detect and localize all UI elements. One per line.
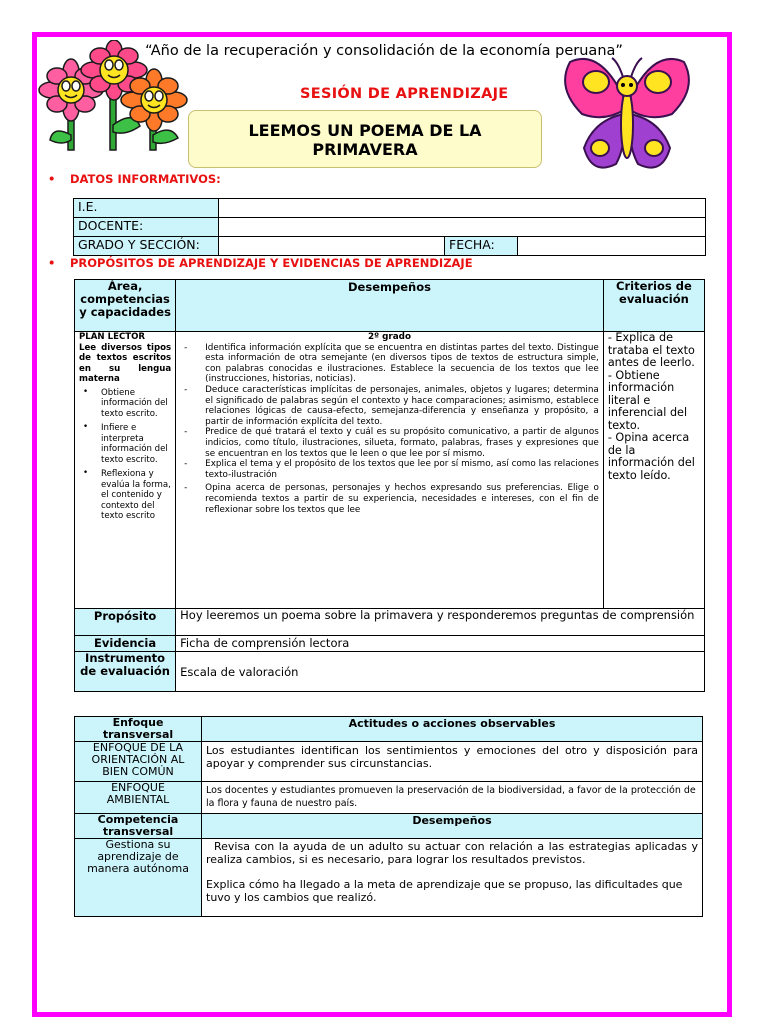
grado-label: GRADO Y SECCIÓN: (74, 237, 219, 256)
criterio-item: - Obtiene información literal e inferencial del texto. (607, 368, 688, 432)
title-line-1: LEEMOS UN POEMA DE LA (248, 121, 482, 140)
criterio-item: - Explica de trataba el texto antes de leerlo. (607, 331, 695, 369)
enfoque-actitud: Los docentes y estudiantes promueven la preservación de la biodiversidad, a favor de la protección de la flora y fauna de nuestro país. (202, 782, 703, 814)
flowers-illustration (38, 40, 200, 158)
evidencia-value: Ficha de comprensión lectora (176, 636, 705, 652)
capacidades-list (79, 388, 171, 522)
desempenos-list (180, 343, 599, 516)
desempeno-item: - Identifica información explícita que se encuentra en distintas partes del texto. Distingue esta información de otra semejante (en diversos tipos de textos de estructura simple, con palabras conocidas e ilustraciones. Establece la secuencia de los textos que lee (instrucciones, historias, noticias). (180, 343, 599, 385)
criterios-cell (603, 332, 704, 609)
section-datos-heading: • DATOS INFORMATIVOS: (48, 172, 221, 186)
col-actitudes-header: Actitudes o acciones observables (202, 717, 703, 742)
competencia-transversal: Gestiona su aprendizaje de manera autónoma (75, 839, 202, 917)
butterfly-illustration (560, 48, 694, 182)
desempeno-item: - Predice de qué tratará el texto y cuál es su propósito comunicativo, a partir de algunos indicios, como título, ilustraciones, silueta, formato, palabras, frases y expresiones que se encuentran en los textos que le leen o que lee por sí mismo. (180, 427, 599, 459)
competencia-desempeno-2: Explica cómo ha llegado a la meta de aprendizaje que se propuso, las dificultades que tuvo y los cambios que realizó. (206, 878, 683, 904)
fecha-value[interactable] (518, 237, 706, 256)
enfoque-name: ENFOQUE AMBIENTAL (75, 782, 202, 814)
motto: “Año de la recuperación y consolidación de la economía peruana” (145, 43, 623, 59)
session-title (188, 110, 542, 168)
capacidad-item: • Infiere e interpreta información del texto escrito. (79, 423, 171, 465)
proposito-label: Propósito (75, 609, 176, 636)
section-propositos-label: PROPÓSITOS DE APRENDIZAJE Y EVIDENCIAS DE APRENDIZAJE (70, 256, 473, 270)
ie-value[interactable] (219, 199, 706, 218)
section-propositos-heading: • PROPÓSITOS DE APRENDIZAJE Y EVIDENCIAS DE APRENDIZAJE (48, 256, 473, 270)
grado-title: 2º grado (367, 332, 412, 342)
docente-value[interactable] (219, 218, 706, 237)
datos-table (73, 198, 706, 256)
capacidad-item: • Obtiene información del texto escrito. (79, 388, 171, 420)
desempeno-item: - Opina acerca de personas, personajes y hechos expresando sus preferencias. Elige o recomienda textos a partir de su experiencia, necesidades e intereses, con el fin de reflexionar sobre los textos que lee (180, 483, 599, 515)
propositos-table (74, 279, 705, 692)
competencia-text: Lee diversos tipos de textos escritos en su lengua materna (79, 342, 172, 384)
proposito-value: Hoy leeremos un poema sobre la primavera y responderemos preguntas de comprensión (176, 609, 705, 636)
col-competencia-header: Competencia transversal (75, 814, 202, 839)
col-area-header: Área, competencias y capacidades (75, 280, 176, 332)
capacidad-item: • Reflexiona y evalúa la forma, el contenido y contexto del texto escrito (79, 469, 171, 522)
session-label: SESIÓN DE APRENDIZAJE (300, 86, 509, 102)
fecha-label: FECHA: (445, 237, 518, 256)
area-title: PLAN LECTOR (79, 332, 146, 342)
ie-label: I.E. (74, 199, 219, 218)
col-enfoque-header: Enfoque transversal (75, 717, 202, 742)
grado-value[interactable] (219, 237, 445, 256)
section-datos-label: DATOS INFORMATIVOS: (70, 172, 221, 186)
enfoque-table (74, 716, 703, 917)
title-line-2: PRIMAVERA (312, 140, 418, 159)
docente-label: DOCENTE: (74, 218, 219, 237)
col-criterios-header: Criterios de evaluación (603, 280, 704, 332)
area-cell (75, 332, 176, 609)
instrumento-value: Escala de valoración (176, 652, 705, 692)
evidencia-label: Evidencia (75, 636, 176, 652)
criterio-item: - Opina acerca de la información del texto leído. (607, 431, 695, 482)
col-desempenos-header: Desempeños (176, 280, 604, 332)
enfoque-actitud: Los estudiantes identifican los sentimientos y emociones del otro y disposición para apoyar y comprender sus circunstancias. (202, 742, 703, 782)
instrumento-label: Instrumento de evaluación (75, 652, 176, 692)
competencia-desempeno-1: Revisa con la ayuda de un adulto su actuar con relación a las estrategias aplicadas y realiza cambios, si es necesario, para lograr los resultados previstos. (206, 840, 698, 866)
desempeno-item: - Explica el tema y el propósito de los textos que lee por sí mismo, así como las relaciones texto-ilustración (180, 459, 599, 480)
desempenos-cell (176, 332, 604, 609)
enfoque-name: ENFOQUE DE LA ORIENTACIÓN AL BIEN COMÚN (75, 742, 202, 782)
desempeno-item: - Deduce características implícitas de personajes, animales, objetos y lugares; determina el significado de palabras según el contexto y hace comparaciones; asimismo, establece relaciones lógicas de causa-efecto, semejanza-diferencia y enseñanza y propósito, a partir de información explícita del texto. (180, 385, 599, 427)
competencia-desempenos (202, 839, 703, 917)
col-competencia-desempenos-header: Desempeños (202, 814, 703, 839)
